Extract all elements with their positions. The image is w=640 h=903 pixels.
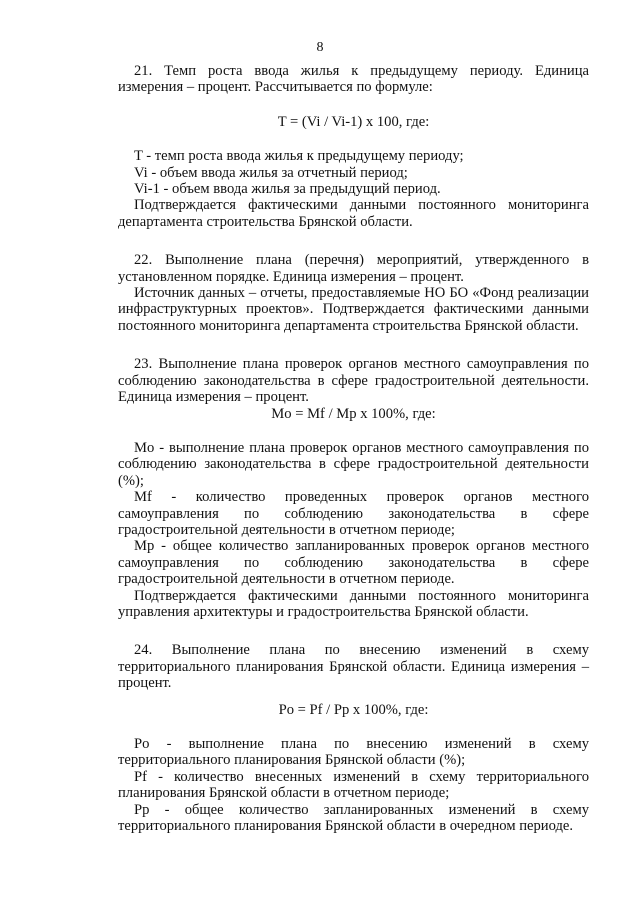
item-23-intro: 23. Выполнение плана проверок органов местного самоуправления по соблюдению законодательства в сфере градостроительной деятельности. Единица измерения – процент. — [118, 356, 589, 406]
item-21 — [118, 63, 589, 230]
item-22-source: Источник данных – отчеты, предоставляемые НО БО «Фонд реализации инфраструктурных проектов». Подтверждается фактическими данными постоянного мониторинга департамента строительства Брянской области. — [118, 285, 589, 334]
document-body — [118, 63, 589, 834]
item-21-def-t: T - темп роста ввода жилья к предыдущему периоду; — [134, 148, 464, 165]
item-22-intro: 22. Выполнение плана (перечня) мероприятий, утвержденного в установленном порядке. Единица измерения – процент. — [118, 252, 589, 285]
item-24-def-pp: Pp - общее количество запланированных изменений в схему территориального планирования Брянской области в очередном периоде. — [118, 801, 589, 835]
item-21-source: Подтверждается фактическими данными постоянного мониторинга департамента строительства Брянской области. — [118, 197, 589, 230]
item-21-def-vi: Vi - объем ввода жилья за отчетный период; — [134, 164, 408, 181]
item-23-def-mp: Mp - общее количество запланированных проверок органов местного самоуправления по соблюдению законодательства в сфере градостроительной деятельности в отчетном периоде. — [118, 538, 589, 588]
item-24 — [118, 642, 589, 834]
item-23-def-mo: Mo - выполнение плана проверок органов местного самоуправления по соблюдению законодательства в сфере градостроительной деятельности (%); — [118, 439, 589, 489]
item-21-formula: T = (Vi / Vi-1) x 100, где: — [277, 113, 430, 130]
item-23-formula: Mo = Mf / Mp x 100%, где: — [271, 405, 436, 422]
item-24-def-pf: Pf - количество внесенных изменений в схему территориального планирования Брянской области в отчетном периоде; — [118, 768, 589, 802]
item-23-def-mf: Mf - количество проведенных проверок органов местного самоуправления по соблюдению законодательства в сфере градостроительной деятельности в отчетном периоде; — [118, 489, 589, 538]
item-23-source: Подтверждается фактическими данными постоянного мониторинга управления архитектуры и градостроительства Брянской области. — [118, 587, 589, 620]
item-21-intro: 21. Темп роста ввода жилья к предыдущему периоду. Единица измерения – процент. Рассчитывается по формуле: — [118, 63, 589, 96]
item-24-def-po: Po - выполнение плана по внесению изменений в схему территориального планирования Брянской области (%); — [118, 736, 589, 769]
page-number: 8 — [316, 40, 324, 55]
item-24-intro: 24. Выполнение плана по внесению изменений в схему территориального планирования Брянской области. Единица измерения – процент. — [118, 642, 589, 692]
item-24-formula: Po = Pf / Pp x 100%, где: — [278, 701, 429, 718]
item-22 — [118, 252, 589, 334]
item-21-def-vi-1: Vi-1 - объем ввода жилья за предыдущий период. — [134, 181, 441, 198]
item-23 — [118, 356, 589, 620]
